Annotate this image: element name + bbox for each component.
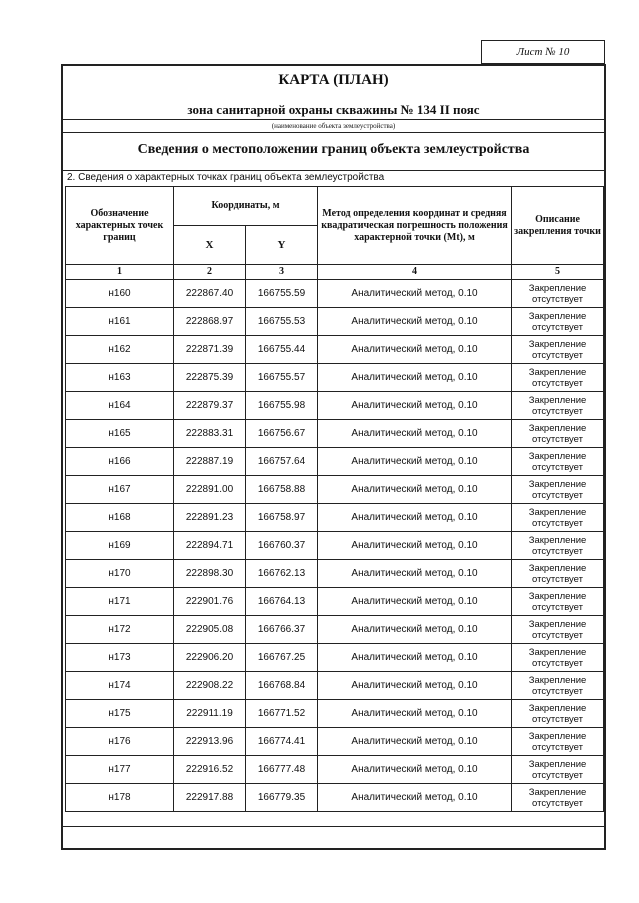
method-cell: Аналитический метод, 0.10 xyxy=(318,532,512,560)
method-cell: Аналитический метод, 0.10 xyxy=(318,392,512,420)
table-row xyxy=(66,448,604,476)
description-cell: Закрепление отсутствует xyxy=(512,728,604,756)
x-cell: 222875.39 xyxy=(174,364,246,392)
description-cell: Закрепление отсутствует xyxy=(512,560,604,588)
table-row xyxy=(66,280,604,308)
x-cell: 222911.19 xyxy=(174,700,246,728)
y-cell: 166758.88 xyxy=(246,476,318,504)
table-row xyxy=(66,588,604,616)
x-cell: 222883.31 xyxy=(174,420,246,448)
point-cell: н164 xyxy=(66,392,174,420)
y-cell: 166764.13 xyxy=(246,588,318,616)
method-cell: Аналитический метод, 0.10 xyxy=(318,784,512,812)
y-cell: 166779.35 xyxy=(246,784,318,812)
method-cell: Аналитический метод, 0.10 xyxy=(318,616,512,644)
method-cell: Аналитический метод, 0.10 xyxy=(318,728,512,756)
x-cell: 222867.40 xyxy=(174,280,246,308)
section-title: Сведения о местоположении границ объекта землеустройства xyxy=(137,142,530,157)
table-row xyxy=(66,700,604,728)
method-cell: Аналитический метод, 0.10 xyxy=(318,560,512,588)
divider xyxy=(63,119,604,120)
subsection-title: 2. Сведения о характерных точках границ объекта землеустройства xyxy=(67,172,385,183)
method-cell: Аналитический метод, 0.10 xyxy=(318,336,512,364)
x-cell: 222879.37 xyxy=(174,392,246,420)
y-cell: 166757.64 xyxy=(246,448,318,476)
x-cell: 222908.22 xyxy=(174,672,246,700)
y-cell: 166756.67 xyxy=(246,420,318,448)
method-cell: Аналитический метод, 0.10 xyxy=(318,700,512,728)
point-cell: н163 xyxy=(66,364,174,392)
y-cell: 166755.53 xyxy=(246,308,318,336)
x-cell: 222905.08 xyxy=(174,616,246,644)
description-cell: Закрепление отсутствует xyxy=(512,616,604,644)
divider xyxy=(63,170,604,171)
point-cell: н173 xyxy=(66,644,174,672)
x-cell: 222916.52 xyxy=(174,756,246,784)
description-cell: Закрепление отсутствует xyxy=(512,700,604,728)
y-cell: 166758.97 xyxy=(246,504,318,532)
y-cell: 166762.13 xyxy=(246,560,318,588)
point-cell: н161 xyxy=(66,308,174,336)
document-frame xyxy=(61,64,606,850)
divider xyxy=(63,826,604,827)
point-cell: н162 xyxy=(66,336,174,364)
x-cell: 222868.97 xyxy=(174,308,246,336)
points-table-body xyxy=(66,280,604,812)
point-cell: н169 xyxy=(66,532,174,560)
x-cell: 222891.00 xyxy=(174,476,246,504)
x-cell: 222906.20 xyxy=(174,644,246,672)
y-cell: 166771.52 xyxy=(246,700,318,728)
description-cell: Закрепление отсутствует xyxy=(512,308,604,336)
description-cell: Закрепление отсутствует xyxy=(512,448,604,476)
point-cell: н176 xyxy=(66,728,174,756)
description-cell: Закрепление отсутствует xyxy=(512,392,604,420)
x-cell: 222913.96 xyxy=(174,728,246,756)
column-number: 4 xyxy=(318,265,512,280)
method-cell: Аналитический метод, 0.10 xyxy=(318,308,512,336)
method-cell: Аналитический метод, 0.10 xyxy=(318,644,512,672)
table-row xyxy=(66,672,604,700)
description-cell: Закрепление отсутствует xyxy=(512,280,604,308)
x-cell: 222891.23 xyxy=(174,504,246,532)
point-cell: н177 xyxy=(66,756,174,784)
method-cell: Аналитический метод, 0.10 xyxy=(318,280,512,308)
description-cell: Закрепление отсутствует xyxy=(512,364,604,392)
divider xyxy=(63,132,604,133)
x-cell: 222898.30 xyxy=(174,560,246,588)
table-row xyxy=(66,420,604,448)
point-cell: н168 xyxy=(66,504,174,532)
description-cell: Закрепление отсутствует xyxy=(512,532,604,560)
y-cell: 166755.57 xyxy=(246,364,318,392)
header-method: Метод определения координат и средняя квадратическая погрешность положения характерной точки (Mt), м xyxy=(318,187,512,265)
point-cell: н166 xyxy=(66,448,174,476)
y-cell: 166777.48 xyxy=(246,756,318,784)
method-cell: Аналитический метод, 0.10 xyxy=(318,448,512,476)
table-row xyxy=(66,728,604,756)
method-cell: Аналитический метод, 0.10 xyxy=(318,672,512,700)
description-cell: Закрепление отсутствует xyxy=(512,672,604,700)
y-cell: 166774.41 xyxy=(246,728,318,756)
table-row xyxy=(66,616,604,644)
page-subtitle: зона санитарной охраны скважины № 134 II пояс xyxy=(187,102,480,117)
points-table-wrapper xyxy=(65,186,603,812)
y-cell: 166755.44 xyxy=(246,336,318,364)
method-cell: Аналитический метод, 0.10 xyxy=(318,420,512,448)
x-cell: 222887.19 xyxy=(174,448,246,476)
point-cell: н170 xyxy=(66,560,174,588)
table-row xyxy=(66,392,604,420)
y-cell: 166755.59 xyxy=(246,280,318,308)
sheet-number: Лист № 10 xyxy=(481,40,605,64)
table-row xyxy=(66,504,604,532)
method-cell: Аналитический метод, 0.10 xyxy=(318,588,512,616)
point-cell: н160 xyxy=(66,280,174,308)
object-name-note: (наименование объекта землеустройства) xyxy=(271,122,396,130)
description-cell: Закрепление отсутствует xyxy=(512,756,604,784)
y-cell: 166767.25 xyxy=(246,644,318,672)
description-cell: Закрепление отсутствует xyxy=(512,476,604,504)
description-cell: Закрепление отсутствует xyxy=(512,336,604,364)
header-x: X xyxy=(174,226,246,265)
column-number: 1 xyxy=(66,265,174,280)
point-cell: н174 xyxy=(66,672,174,700)
point-cell: н165 xyxy=(66,420,174,448)
description-cell: Закрепление отсутствует xyxy=(512,420,604,448)
header-coords: Координаты, м xyxy=(174,187,318,226)
header-y: Y xyxy=(246,226,318,265)
table-row xyxy=(66,364,604,392)
x-cell: 222894.71 xyxy=(174,532,246,560)
column-number: 2 xyxy=(174,265,246,280)
point-cell: н175 xyxy=(66,700,174,728)
point-cell: н171 xyxy=(66,588,174,616)
header-point: Обозначение характерных точек границ xyxy=(66,187,174,265)
y-cell: 166760.37 xyxy=(246,532,318,560)
table-row xyxy=(66,560,604,588)
description-cell: Закрепление отсутствует xyxy=(512,504,604,532)
y-cell: 166755.98 xyxy=(246,392,318,420)
method-cell: Аналитический метод, 0.10 xyxy=(318,504,512,532)
table-row xyxy=(66,756,604,784)
table-row xyxy=(66,336,604,364)
table-row xyxy=(66,308,604,336)
x-cell: 222917.88 xyxy=(174,784,246,812)
method-cell: Аналитический метод, 0.10 xyxy=(318,364,512,392)
page-title: КАРТА (ПЛАН) xyxy=(278,72,389,88)
method-cell: Аналитический метод, 0.10 xyxy=(318,476,512,504)
description-cell: Закрепление отсутствует xyxy=(512,644,604,672)
y-cell: 166766.37 xyxy=(246,616,318,644)
table-row xyxy=(66,476,604,504)
x-cell: 222901.76 xyxy=(174,588,246,616)
points-table xyxy=(65,186,604,812)
point-cell: н178 xyxy=(66,784,174,812)
table-row xyxy=(66,644,604,672)
column-number: 5 xyxy=(512,265,604,280)
description-cell: Закрепление отсутствует xyxy=(512,784,604,812)
description-cell: Закрепление отсутствует xyxy=(512,588,604,616)
table-row xyxy=(66,532,604,560)
point-cell: н167 xyxy=(66,476,174,504)
method-cell: Аналитический метод, 0.10 xyxy=(318,756,512,784)
table-row xyxy=(66,784,604,812)
point-cell: н172 xyxy=(66,616,174,644)
column-number: 3 xyxy=(246,265,318,280)
x-cell: 222871.39 xyxy=(174,336,246,364)
y-cell: 166768.84 xyxy=(246,672,318,700)
header-description: Описание закрепления точки xyxy=(512,187,604,265)
